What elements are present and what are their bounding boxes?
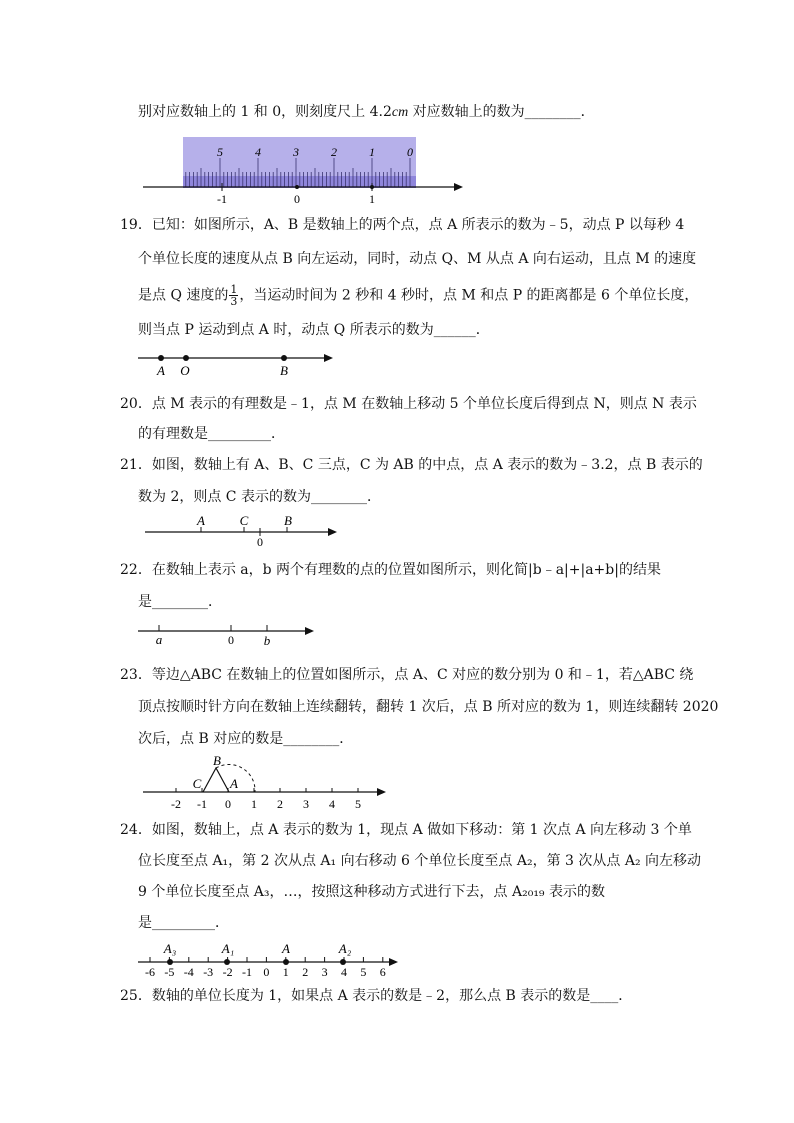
q22-line-2: 是________．: [138, 594, 222, 610]
label-zero: 0: [228, 633, 234, 647]
fraction-numerator: 1: [230, 283, 238, 296]
q25-line-1: 25．数轴的单位长度为 1，如果点 A 表示的数是﹣2，那么点 B 表示的数是____．: [120, 988, 633, 1004]
label-c: C: [239, 513, 249, 528]
q23-line-2: 顶点按顺时针方向在数轴上连续翻转，翻转 1 次后，点 B 所对应的数为 1，则连续翻转 2020: [138, 699, 719, 715]
q18-unit: cm: [391, 105, 409, 120]
q18-text-end: 对应数轴上的数为________．: [408, 104, 595, 120]
point-a2: [340, 959, 346, 965]
ruler-label: 3: [293, 145, 299, 159]
label-b: b: [263, 633, 271, 648]
axis-tick-label: 3: [321, 965, 328, 979]
q20-line-2: 的有理数是_________．: [138, 426, 285, 442]
axis-label: -1: [217, 192, 227, 206]
q19-line-1: 19．已知：如图所示，A、B 是数轴上的两个点，点 A 所表示的数为﹣5，动点 P 以每秒 4: [120, 217, 685, 233]
label-o: O: [180, 363, 190, 378]
axis-tick-label: 2: [302, 965, 309, 979]
point-a: [283, 959, 289, 965]
axis-tick-label: 5: [360, 965, 367, 979]
label-a1: A₁: [221, 941, 235, 956]
axis-tick-label: 0: [225, 797, 231, 811]
axis-label: 0: [294, 192, 300, 206]
q19-line-3b: ，当运动时间为 2 秒和 4 秒时，点 M 和点 P 的距离都是 6 个单位长度，: [239, 287, 699, 304]
q24-ticks: [145, 957, 386, 979]
axis-tick-label: 3: [303, 797, 309, 811]
q19-line-3a: 是点 Q 速度的: [138, 287, 229, 304]
ruler-label: 4: [255, 145, 261, 159]
label-b: B: [284, 513, 292, 528]
axis-tick-label: 1: [251, 797, 257, 811]
axis-tick-label: 4: [341, 965, 347, 979]
label-a: A: [197, 513, 205, 528]
q24-line-2: 位长度至点 A₁，第 2 次从点 A₁ 向右移动 6 个单位长度至点 A₂，第 3 次从点 A₂ 向左移动: [138, 853, 702, 869]
q23-line-1: 23．等边△ABC 在数轴上的位置如图所示，点 A、C 对应的数分别为 0 和﹣1，若△ABC 绕: [120, 667, 694, 683]
axis-tick-label: -4: [183, 965, 194, 979]
label-c: C: [192, 776, 202, 791]
axis-tick-label: -1: [242, 965, 252, 979]
label-a3: A₃: [163, 941, 177, 956]
axis-tick-label: 1: [282, 965, 289, 979]
q24-line-4: 是_________．: [138, 915, 229, 931]
ruler-label: 1: [369, 145, 375, 159]
label-a: A: [282, 941, 290, 956]
q21-line-2: 数为 2，则点 C 表示的数为________．: [138, 489, 381, 505]
label-a: A: [230, 776, 238, 791]
ruler-label: 5: [217, 145, 223, 159]
axis-tick-label: -5: [164, 965, 175, 979]
axis-tick-label: -6: [145, 965, 155, 979]
axis-tick-label: -2: [171, 797, 181, 811]
axis-arrow: [389, 958, 398, 966]
q24-line-1: 24．如图，数轴上，点 A 表示的数为 1，现点 A 做如下移动：第 1 次点 A 向左移动 3 个单: [120, 822, 692, 838]
axis-tick-label: -3: [203, 965, 214, 979]
q22-line-1: 22．在数轴上表示 a，b 两个有理数的点的位置如图所示，则化简|b﹣a|+|a+b|的结果: [120, 562, 661, 578]
axis-tick-label: 2: [277, 797, 283, 811]
label-b: B: [280, 363, 288, 378]
axis-tick-label: -2: [222, 965, 233, 979]
fraction-denominator: 3: [230, 295, 238, 308]
q20-line-1: 20．点 M 表示的有理数是﹣1，点 M 在数轴上移动 5 个单位长度后得到点 N，则点 N 表示: [120, 396, 697, 412]
axis-tick-label: -1: [197, 797, 207, 811]
label-a2: A₂: [338, 941, 352, 956]
axis-tick-label: 6: [379, 965, 386, 979]
axis-label: 1: [369, 192, 375, 206]
label-a: A: [157, 363, 165, 378]
axis-tick-label: 5: [355, 797, 361, 811]
q18-text: 别对应数轴上的 1 和 0，则刻度尺上 4.2: [138, 104, 392, 120]
q23-line-3: 次后，点 B 对应的数是________．: [138, 731, 354, 747]
point-a1: [224, 959, 230, 965]
axis-tick-label: 4: [329, 797, 335, 811]
q21-line-1: 21．如图，数轴上有 A、B、C 三点，C 为 AB 的中点，点 A 表示的数为﹣3.2，点 B 表示的: [120, 457, 703, 473]
label-a: a: [155, 632, 163, 647]
q19-line-4: 则当点 P 运动到点 A 时，动点 Q 所表示的数为______．: [138, 322, 490, 338]
point-a3: [167, 959, 173, 965]
label-b: B: [213, 753, 221, 768]
ruler-label: 2: [331, 145, 337, 159]
label-zero: 0: [257, 535, 263, 549]
q24-line-3: 9 个单位长度至点 A₃，…，按照这种移动方式进行下去，点 A₂₀₁₉ 表示的数: [138, 884, 605, 900]
q19-line-2: 个单位长度的速度从点 B 向左运动，同时，动点 Q、M 从点 A 向右运动，且点 M 的速度: [138, 251, 697, 267]
ruler-label: 0: [407, 145, 413, 159]
axis-tick-label: 0: [263, 965, 270, 979]
